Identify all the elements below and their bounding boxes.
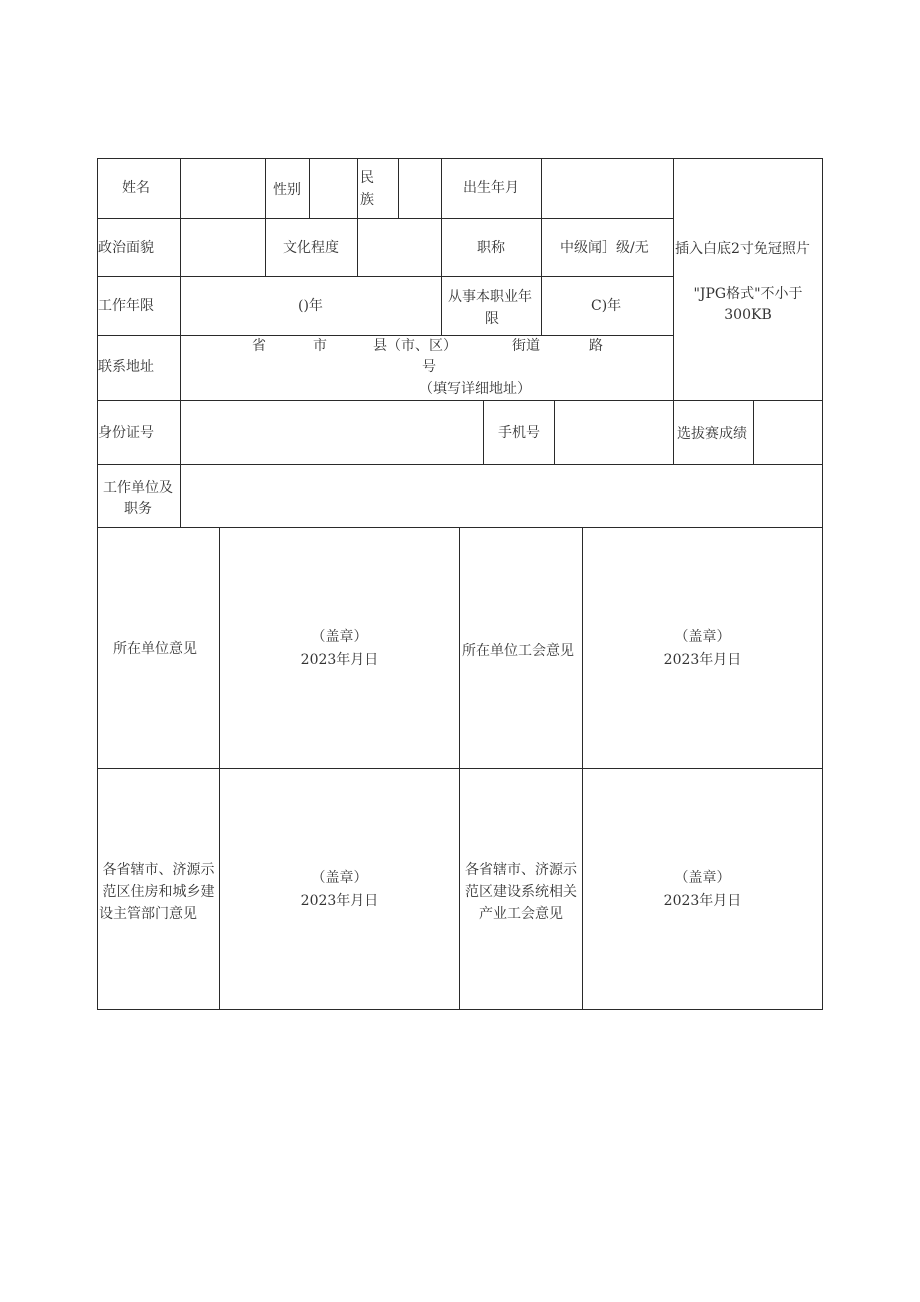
employer-label-line2: 职务: [124, 501, 152, 517]
col-divider: [398, 158, 399, 219]
col-divider: [265, 158, 266, 219]
ethnicity-label-line2: 族: [360, 192, 374, 208]
address-city: 市: [313, 338, 327, 354]
row-divider: [97, 218, 674, 219]
address-street: 街道: [512, 338, 540, 354]
col-divider: [441, 158, 442, 335]
id-label: 身份证号: [98, 425, 154, 441]
row-divider: [97, 276, 674, 277]
col-divider: [265, 218, 266, 277]
photo-hint-line1: 插入白底2寸免冠照片: [675, 241, 810, 257]
table-border-bottom: [97, 1009, 823, 1010]
education-value-cell[interactable]: [359, 220, 440, 276]
employer-value-cell[interactable]: [182, 466, 821, 526]
birth-label: 出生年月: [463, 180, 519, 196]
col-divider: [357, 158, 358, 219]
unit-opinion-date: 2023年月日: [300, 652, 379, 668]
occupation-years-value: C)年: [591, 298, 622, 314]
phone-value-cell[interactable]: [556, 402, 672, 464]
work-years-label: 工作年限: [98, 298, 154, 314]
table-border-top: [97, 158, 823, 159]
housing-opinion-stamp: （盖章）: [311, 870, 368, 886]
col-divider: [554, 400, 555, 465]
ethnicity-label-line1: 民: [360, 170, 374, 186]
photo-hint-line2: "JPG格式"不小于: [693, 286, 803, 302]
score-value-cell[interactable]: [755, 402, 821, 464]
work-years-value: ()年: [298, 298, 323, 314]
housing-opinion-label-line2: 范区住房和城乡建: [102, 884, 215, 900]
id-value-cell[interactable]: [182, 402, 482, 464]
industry-opinion-label-line1: 各省辖市、济源示: [465, 862, 577, 878]
housing-opinion-label-line3: 设主管部门意见: [99, 906, 197, 922]
title-value: 中级闻］级/无: [560, 240, 649, 256]
address-county: 县（市、区）: [373, 338, 457, 354]
industry-opinion-label-line2: 范区建设系统相关: [465, 884, 577, 900]
housing-opinion-label-line1: 各省辖市、济源示: [102, 862, 215, 878]
photo-hint-line3: 300KB: [724, 307, 772, 323]
union-opinion-stamp: （盖章）: [674, 629, 731, 645]
housing-opinion-date: 2023年月日: [300, 893, 379, 909]
gender-label: 性别: [273, 182, 301, 198]
col-divider: [357, 218, 358, 277]
score-label: 选拔赛成绩: [677, 426, 747, 442]
union-opinion-label: 所在单位工会意见: [462, 643, 574, 659]
gender-value-cell[interactable]: [311, 160, 356, 218]
name-label: 姓名: [122, 180, 150, 196]
birth-value-cell[interactable]: [543, 160, 672, 218]
col-divider: [459, 527, 460, 1010]
col-divider: [541, 158, 542, 335]
address-road: 路: [589, 338, 603, 354]
address-hint: （填写详细地址）: [419, 381, 531, 397]
political-label: 政治面貌: [98, 240, 154, 256]
union-opinion-date: 2023年月日: [663, 652, 742, 668]
col-divider: [309, 158, 310, 219]
col-divider: [753, 400, 754, 465]
unit-opinion-stamp: （盖章）: [311, 629, 368, 645]
industry-opinion-stamp: （盖章）: [674, 870, 731, 886]
address-number: 号: [422, 359, 436, 375]
industry-opinion-date: 2023年月日: [663, 893, 742, 909]
col-divider: [483, 400, 484, 465]
col-divider: [180, 158, 181, 528]
col-divider: [219, 527, 220, 1010]
political-value-cell[interactable]: [182, 220, 264, 276]
col-divider: [582, 527, 583, 1010]
row-divider: [97, 527, 823, 528]
occupation-years-label-line2: 限: [485, 311, 499, 327]
address-province: 省: [252, 338, 266, 354]
industry-opinion-label-line3: 产业工会意见: [479, 906, 563, 922]
table-border-right: [822, 158, 823, 1010]
row-divider: [97, 400, 823, 401]
name-value-cell[interactable]: [182, 160, 264, 218]
unit-opinion-label: 所在单位意见: [113, 641, 197, 657]
phone-label: 手机号: [498, 425, 540, 441]
education-label: 文化程度: [283, 240, 339, 256]
address-label: 联系地址: [98, 359, 154, 375]
occupation-years-label-line1: 从事本职业年: [448, 289, 532, 305]
row-divider: [97, 768, 823, 769]
employer-label-line1: 工作单位及: [103, 480, 173, 496]
title-label: 职称: [477, 240, 505, 256]
ethnicity-value-cell[interactable]: [400, 160, 440, 218]
row-divider: [97, 464, 823, 465]
